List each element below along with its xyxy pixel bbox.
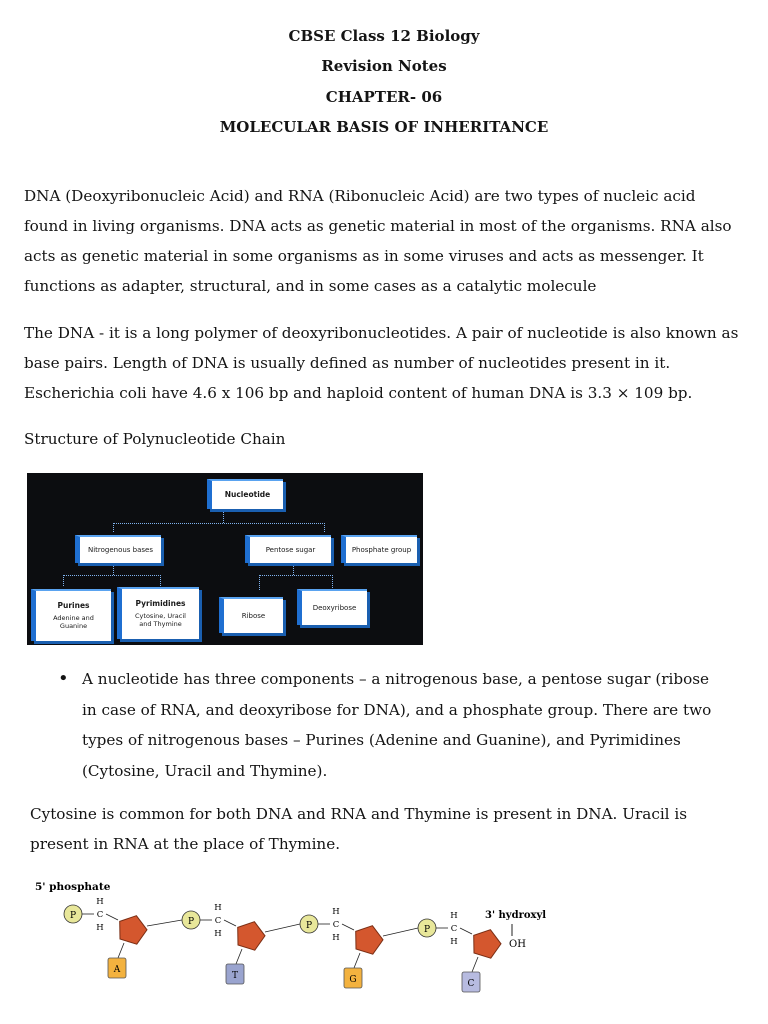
node-purines-sub: Adenine and Guanine [53,614,94,630]
bond-line [383,928,418,936]
dna-paragraph: The DNA - it is a long polymer of deoxyribonucleotides. A pair of nucleotide is also known as base pairs. Length of DNA is usually defined as number of nucleotides present in it. Escherichia coli have 4.6 x 106 bp and haploid content of human DNA is 3.3 × 109 bp. [24,324,739,402]
connector [113,565,114,575]
five-prime-label: 5' phosphate [35,881,111,893]
node-nitrogenous-label: Nitrogenous bases [87,545,154,554]
list-item: • A nucleotide has three components – a nitrogenous base, a pentose sugar (ribose in case of RNA, and deoxyribose for DNA), and a phosphate group. There are two types of nitrogenous bases – Purines (Adenine and Guanine), and Pyrimidines (Cytosine, Uracil and Thymine). [56,664,724,786]
sugar-pentagon [356,926,383,955]
intro-paragraph: DNA (Deoxyribonucleic Acid) and RNA (Ribonucleic Acid) are two types of nucleic acid found in living organisms. DNA acts as genetic material in most of the organisms. RNA also acts as genetic material in some organisms as in some viruses and acts as messenger. It functions as adapter, structural, and in some cases as a catalytic molecule [24,187,732,295]
nucleotide-units [64,897,501,992]
doc-title: CBSE Class 12 Biology [288,27,480,45]
node-pyrimidines-sub: Cytosine, Uracil and Thymine [135,612,186,628]
node-phosphate-group [341,535,417,563]
node-nucleotide-label: Nucleotide [224,489,271,499]
sugar-pentagon [238,922,265,951]
h-atom-label: H [214,929,222,939]
nucleotide-components-list [56,664,724,786]
node-pyrimidines [117,587,199,639]
doc-subtitle: Revision Notes [321,57,447,75]
phosphate-label: P [423,925,431,935]
c-atom-label: C [96,910,104,920]
node-nitrogenous-bases [75,535,161,563]
c-atom-label: C [214,916,222,926]
node-purines [31,589,111,641]
phosphate-label: P [69,911,77,921]
node-ribose-label: Ribose [241,611,266,620]
bond-line [472,957,478,972]
bond-line [236,949,242,964]
bond-line [106,914,118,920]
nucleotide-diagram [27,473,423,645]
node-deoxyribose [297,589,367,625]
node-pentose-sugar [245,535,331,563]
section-heading: Structure of Polynucleotide Chain [24,430,286,448]
bond-line [224,920,236,926]
bond-line [460,928,472,934]
h-atom-label: H [450,937,458,947]
h-atom-label: H [214,903,222,913]
sugar-pentagon [474,930,501,959]
node-purines-label: Purines [57,600,90,610]
node-nucleotide [207,479,283,509]
polynucleotide-chain-diagram [30,872,570,1002]
connector [293,565,294,575]
base-label: C [467,979,475,989]
bond-line [147,920,182,926]
sugar-pentagon [120,916,147,945]
connector [63,575,161,586]
phosphate-label: P [305,921,313,931]
h-atom-label: H [332,907,340,917]
c-atom-label: C [450,924,458,934]
node-ribose [219,597,283,633]
three-prime-label: 3' hydroxyl [485,910,547,921]
connector [259,575,333,590]
phosphate-label: P [187,917,195,927]
connector [113,523,325,532]
node-phosphate-label: Phosphate group [351,545,412,554]
node-pentose-label: Pentose sugar [265,545,316,554]
h-atom-label: H [96,897,104,907]
h-atom-label: H [332,933,340,943]
base-label: G [349,975,357,985]
bond-line [342,924,354,930]
node-pyrimidines-label: Pyrimidines [135,598,186,608]
base-label: T [231,971,239,981]
c-atom-label: C [332,920,340,930]
chapter-title: MOLECULAR BASIS OF INHERITANCE [219,118,549,136]
bond-line [118,943,124,958]
bases-paragraph: Cytosine is common for both DNA and RNA and Thymine is present in DNA. Uracil is present in RNA at the place of Thymine. [30,805,688,853]
bond-line [265,924,300,932]
oh-label: OH [509,939,526,950]
connector [223,509,224,523]
node-deoxyribose-label: Deoxyribose [312,603,357,612]
h-atom-label: H [96,923,104,933]
base-label: A [113,965,121,975]
bond-line [354,953,360,968]
h-atom-label: H [450,911,458,921]
chapter-label: CHAPTER- 06 [325,88,443,106]
